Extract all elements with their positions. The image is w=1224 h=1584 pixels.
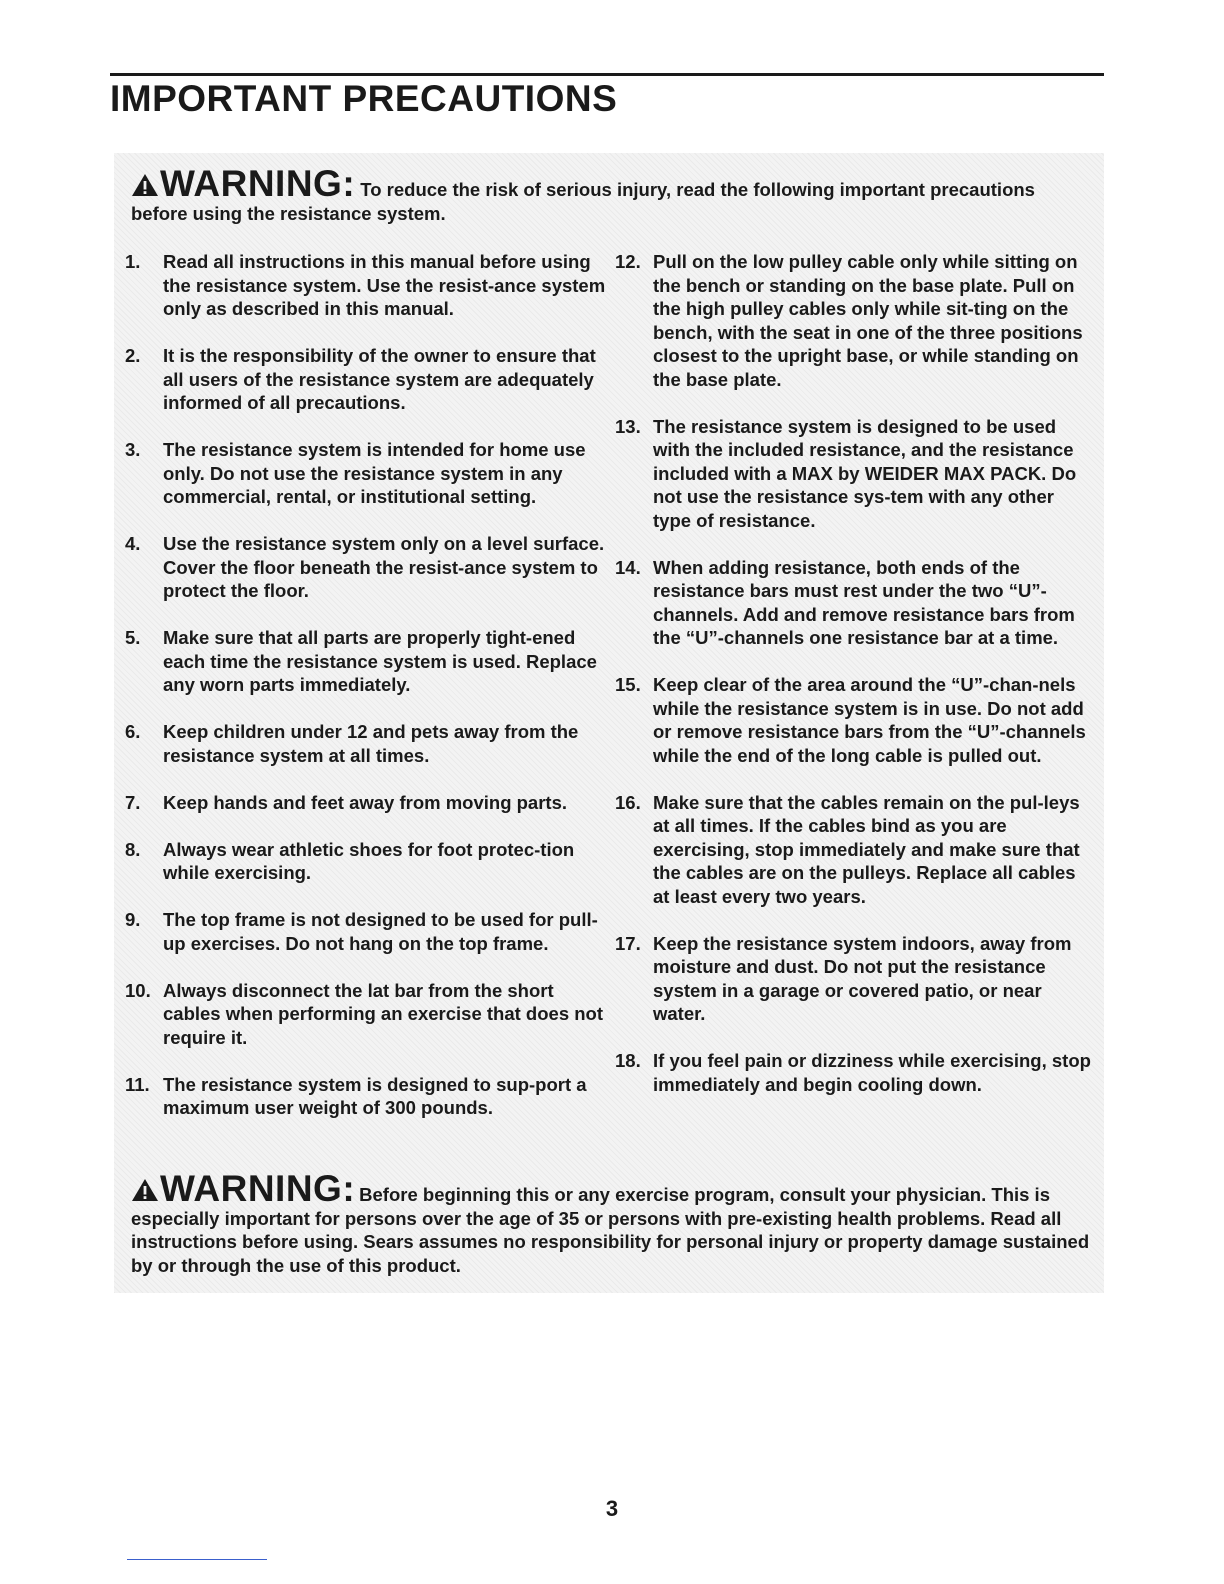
precaution-text: The resistance system is designed to be used with the included resistance, and the resistance included with a MAX by WEIDER MAX PACK. Do not use the resistance sys-tem with any other type of resistance. — [653, 415, 1077, 531]
precaution-item — [125, 250, 610, 321]
precaution-text: Always disconnect the lat bar from the short cables when performing an exercise that does not require it. — [163, 979, 604, 1048]
precaution-number: 15. — [615, 674, 641, 695]
precaution-item — [615, 415, 1095, 533]
precaution-number: 5. — [125, 627, 141, 648]
precaution-number: 11. — [125, 1073, 150, 1095]
precaution-item — [125, 720, 610, 767]
warning-label: WARNING: — [160, 1168, 356, 1209]
warning-top — [131, 163, 1096, 225]
precaution-text: Read all instructions in this manual before using the resistance system. Use the resist-ance system only as described in this manual. — [163, 251, 606, 319]
precaution-item — [615, 556, 1095, 650]
precaution-item — [615, 791, 1095, 909]
precaution-text: Make sure that all parts are properly tight-ened each time the resistance system is used. Replace any worn parts immediately. — [163, 627, 597, 695]
precaution-item — [125, 838, 610, 885]
footer-line — [127, 1559, 267, 1560]
precaution-item — [125, 791, 610, 815]
precaution-item — [125, 438, 610, 509]
precaution-item — [125, 979, 610, 1050]
precaution-text: Pull on the low pulley cable only while sitting on the bench or standing on the base plate. Pull on the high pulley cables only while sit-ting on the bench, with the seat in one of the three positions closest to the upright base, or while standing on the base plate. — [653, 251, 1083, 390]
precaution-text: It is the responsibility of the owner to ensure that all users of the resistance system are adequately informed of all precautions. — [163, 345, 596, 413]
precaution-item — [615, 250, 1095, 391]
warning-text: Before beginning this or any exercise program, consult your physician. This is especially important for persons over the age of 35 or persons with pre-existing health problems. Read all instructions before using. Sears assumes no responsibility for personal injury or property damage sustained by or through the use of this product. — [131, 1184, 1090, 1276]
precaution-text: When adding resistance, both ends of the resistance bars must rest under the two “U”-channels. Add and remove resistance bars from the “U”-channels one resistance bar at a time. — [653, 556, 1075, 648]
precaution-number: 3. — [125, 439, 141, 460]
precaution-item — [615, 673, 1095, 767]
precaution-item — [615, 1049, 1095, 1096]
precaution-text: Make sure that the cables remain on the pul-leys at all times. If the cables bind as you are exercising, stop immediately and make sure that the cables are on the pulleys. Replace all cables at least every two years. — [653, 791, 1080, 907]
precaution-number: 12. — [615, 251, 641, 272]
precaution-item — [615, 932, 1095, 1026]
precaution-text: Keep hands and feet away from moving parts. — [163, 791, 568, 813]
page-number: 3 — [605, 1496, 619, 1521]
precaution-number: 18. — [615, 1050, 641, 1071]
precaution-item — [125, 1073, 610, 1120]
precaution-number: 1. — [125, 251, 141, 272]
top-rule — [110, 73, 1104, 76]
warning-text: To reduce the risk of serious injury, read the following important precautions before using the resistance system. — [131, 179, 1035, 224]
page-title: IMPORTANT PRECAUTIONS — [110, 78, 618, 119]
precaution-number: 2. — [125, 345, 141, 366]
precaution-text: Always wear athletic shoes for foot protec-tion while exercising. — [163, 838, 575, 883]
precautions-right-column — [615, 250, 1095, 1120]
precaution-item — [125, 626, 610, 697]
warning-icon — [131, 1178, 159, 1202]
precaution-item — [125, 532, 610, 603]
precaution-text: The top frame is not designed to be used for pull-up exercises. Do not hang on the top frame. — [163, 909, 598, 954]
precaution-number: 17. — [615, 932, 641, 954]
precaution-text: Keep the resistance system indoors, away from moisture and dust. Do not put the resistance system in a garage or covered patio, or near water. — [653, 932, 1072, 1024]
precaution-number: 10. — [125, 979, 151, 1001]
precaution-number: 7. — [125, 791, 141, 813]
precaution-item — [125, 344, 610, 415]
precautions-left-column — [125, 250, 610, 1143]
precaution-text: Keep children under 12 and pets away from the resistance system at all times. — [163, 721, 579, 766]
precaution-text: If you feel pain or dizziness while exercising, stop immediately and begin cooling down. — [653, 1050, 1091, 1095]
warning-icon — [131, 173, 159, 197]
precaution-number: 16. — [615, 791, 641, 813]
precaution-text: The resistance system is intended for home use only. Do not use the resistance system in any commercial, rental, or institutional setting. — [163, 439, 586, 507]
warning-label: WARNING: — [160, 163, 356, 204]
precaution-number: 4. — [125, 533, 141, 554]
precaution-number: 13. — [615, 415, 641, 437]
precaution-number: 8. — [125, 838, 141, 860]
precaution-number: 9. — [125, 909, 141, 930]
precaution-item — [125, 908, 610, 955]
precaution-number: 14. — [615, 556, 641, 578]
precaution-text: Use the resistance system only on a level surface. Cover the floor beneath the resist-ance system to protect the floor. — [163, 533, 605, 601]
warning-bottom — [131, 1168, 1096, 1277]
precaution-text: Keep clear of the area around the “U”-chan-nels while the resistance system is in use. Do not add or remove resistance bars from the “U”-channels while the end of the long cable is pulled out. — [653, 674, 1086, 766]
precaution-number: 6. — [125, 721, 141, 742]
precaution-text: The resistance system is designed to sup-port a maximum user weight of 300 pounds. — [163, 1073, 587, 1118]
